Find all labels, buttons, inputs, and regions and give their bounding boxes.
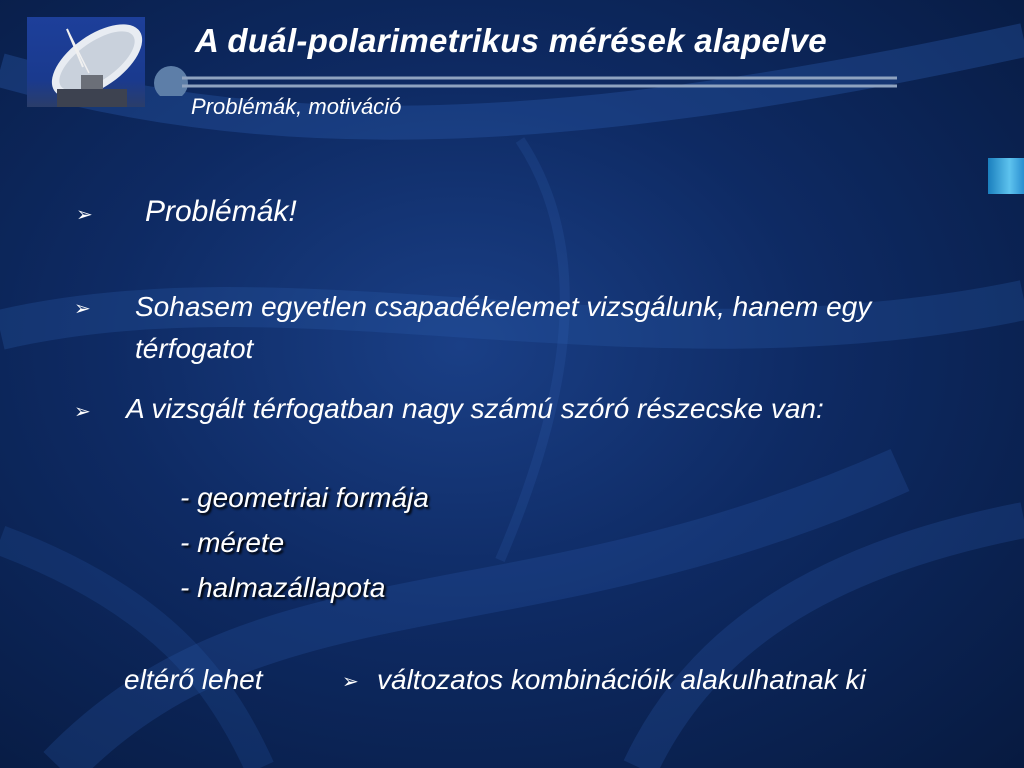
conclusion-right: változatos kombinációik alakulhatnak ki [377,664,866,695]
bullet-volume-line2: térfogatot [135,333,254,364]
bullet-particles: A vizsgált térfogatban nagy számú szóró részecske van: [126,393,824,424]
accent-tab [988,158,1024,194]
bullet-arrow-icon: ➢ [74,399,91,423]
bullet-arrow-icon: ➢ [342,669,359,693]
slide-subtitle: Problémák, motiváció [191,94,402,119]
sublist-item-size: - mérete [180,527,285,558]
sublist-item-phase: - halmazállapota [180,572,386,603]
conclusion-left: eltérő lehet [124,664,263,695]
slide-title: A duál-polarimetrikus mérések alapelve [195,22,827,59]
bullet-arrow-icon: ➢ [74,296,91,320]
radio-telescope-dish-icon [27,17,145,107]
bullet-arrow-icon: ➢ [76,202,93,226]
title-divider [152,66,897,96]
bullet-volume-line1: Sohasem egyetlen csapadékelemet vizsgálunk, hanem egy [135,291,872,322]
bullet-problems: Problémák! [145,195,297,228]
sublist-item-shape: - geometriai formája [180,482,429,513]
